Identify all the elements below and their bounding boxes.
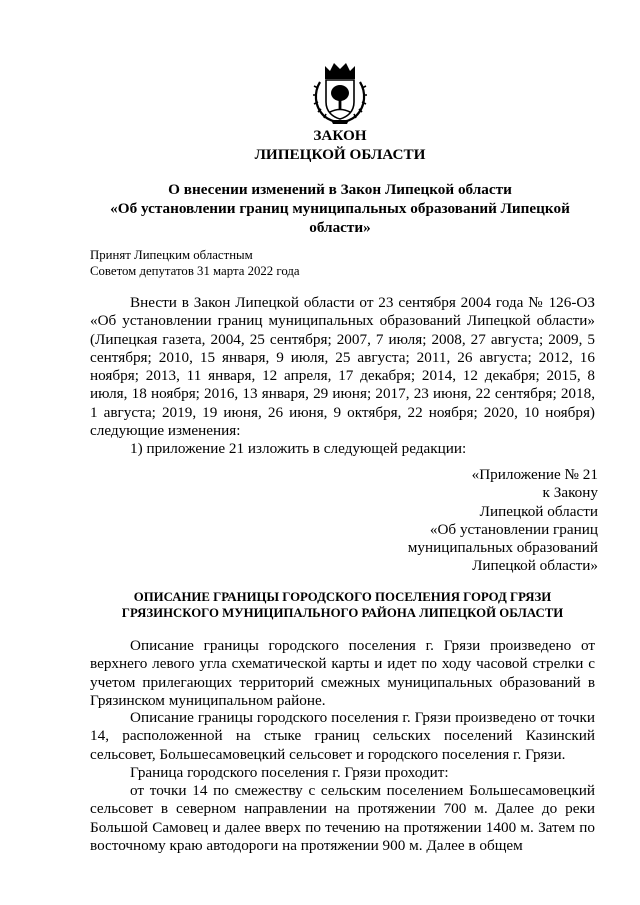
description-paragraph-3: Граница городского поселения г. Грязи проходит: — [130, 764, 449, 781]
subject-line-3: области» — [309, 219, 371, 236]
appendix-line-2: к Закону — [542, 484, 598, 502]
subject-line-2: «Об установлении границ муниципальных образований Липецкой — [110, 200, 570, 217]
description-title-line-2: ГРЯЗИНСКОГО МУНИЦИПАЛЬНОГО РАЙОНА ЛИПЕЦКОЙ ОБЛАСТИ — [121, 606, 564, 620]
description-paragraph-2: Описание границы городского поселения г. Грязи произведено от точки 14, расположенной на стыке границ сельских поселений Казинский сельсовет, Большесамовецкий сельсовет и городского поселения г. Грязи. — [90, 709, 595, 763]
subject-line-1: О внесении изменений в Закон Липецкой области — [168, 181, 512, 198]
appendix-line-4: «Об установлении границ — [429, 520, 598, 538]
appendix-heading — [408, 466, 598, 576]
appendix-line-3: Липецкой области — [479, 502, 598, 520]
appendix-line-1: «Приложение № 21 — [471, 466, 598, 483]
adopted-line-2: Советом депутатов 31 марта 2022 года — [90, 264, 300, 278]
description-title-line-1: ОПИСАНИЕ ГРАНИЦЫ ГОРОДСКОГО ПОСЕЛЕНИЯ ГОРОД ГРЯЗИ — [133, 590, 552, 604]
description-paragraph-4: от точки 14 по смежеству с сельским поселением Большесамовецкий сельсовет в северном направлении на протяжении 700 м. Далее до реки Большой Самовец и далее вверх по течению на протяжении 1400 м. Затем по восточному краю автодороги на протяжении 900 м. Далее в общем — [90, 782, 595, 854]
description-paragraph-1: Описание границы городского поселения г. Грязи произведено от верхнего левого угла схематической карты и идет по ходу часовой стрелки с учетом прилегающих территорий смежных муниципальных образований в Грязинском муниципальном районе. — [90, 637, 595, 709]
item-1-paragraph: 1) приложение 21 изложить в следующей редакции: — [130, 440, 467, 457]
appendix-line-5: муниципальных образований — [407, 539, 598, 557]
intro-paragraph: Внести в Закон Липецкой области от 23 сентября 2004 года № 126-ОЗ «Об установлении границ муниципальных образований Липецкой области» (Липецкая газета, 2004, 25 сентября; 2007, 7 июля; 2008, 27 августа; 2009, 5 сентября; 2010, 15 января, 9 июля, 25 августа; 2011, 26 августа; 2012, 16 ноября; 2013, 11 января, 12 апреля, 17 декабря; 2014, 12 декабря; 2015, 8 июля, 18 ноября; 2016, 13 января, 29 июня; 2017, 23 июня, 22 сентября; 2018, 1 августа; 2019, 19 июня, 26 июня, 9 октября, 22 ноября; 2020, 10 ноября) следующие изменения: — [90, 294, 595, 440]
law-word: ЗАКОН — [313, 127, 367, 144]
region-name: ЛИПЕЦКОЙ ОБЛАСТИ — [254, 146, 426, 163]
appendix-line-6: Липецкой области» — [472, 557, 598, 575]
lipetsk-region-coat-of-arms-icon — [311, 60, 369, 126]
adopted-line-1: Принят Липецким областным — [90, 248, 253, 262]
